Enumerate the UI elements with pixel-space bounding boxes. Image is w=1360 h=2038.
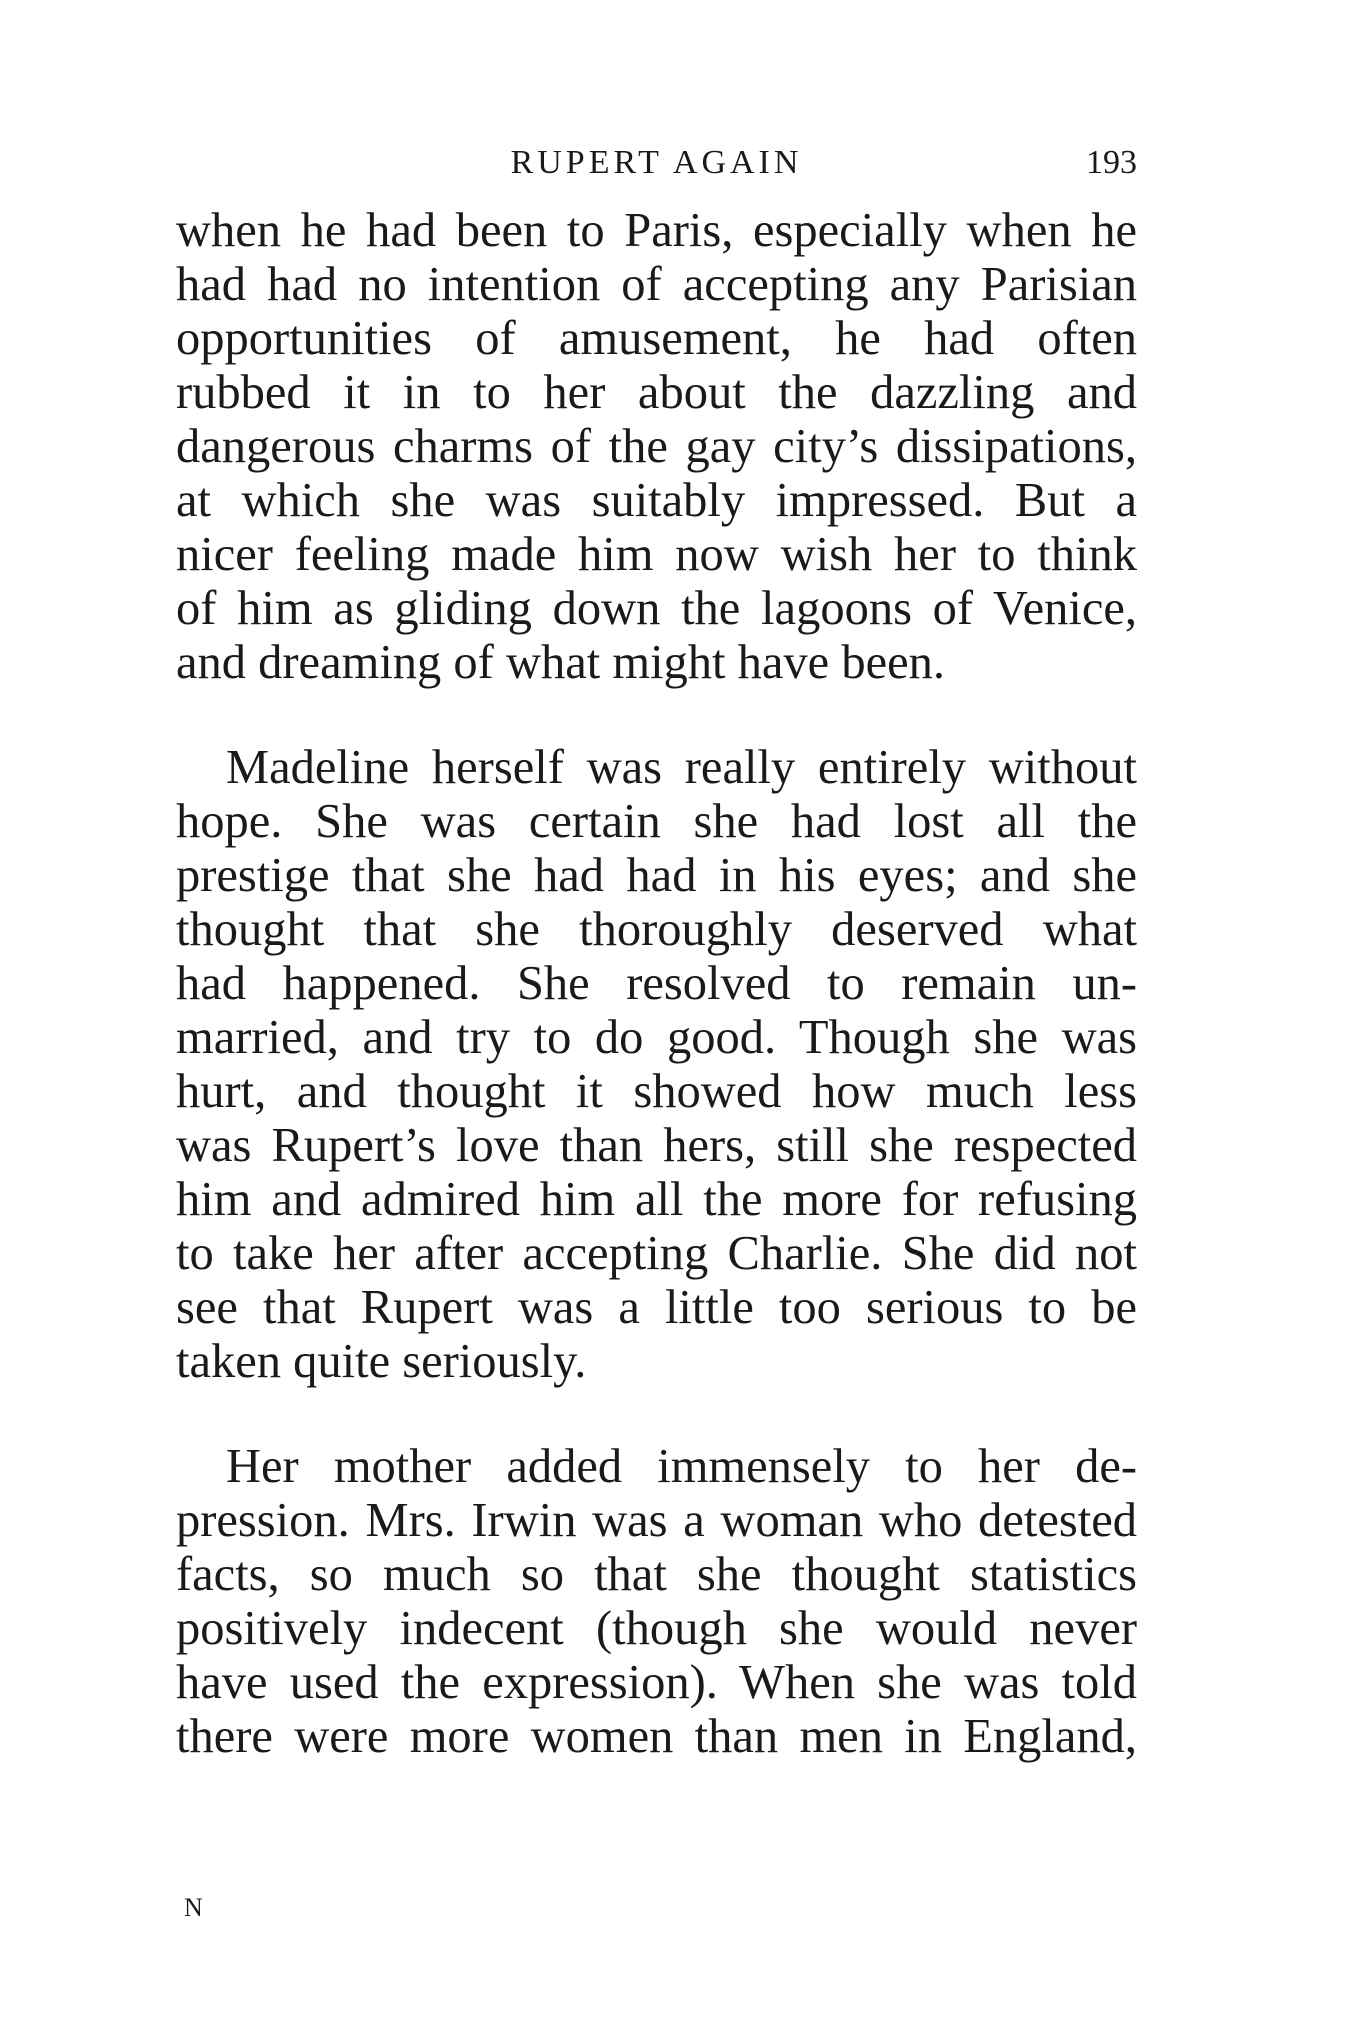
text-line: dangerous charms of the gay city’s dissipations, [176, 420, 1137, 473]
text-line: to take her after accepting Charlie. She did not [176, 1227, 1137, 1280]
text-line: opportunities of amusement, he had often [176, 312, 1137, 365]
text-line: had happened. She resolved to remain un- [176, 957, 1137, 1010]
text-line: have used the expression). When she was told [176, 1656, 1137, 1709]
text-line: when he had been to Paris, especially when he [176, 204, 1137, 257]
text-line: nicer feeling made him now wish her to think [176, 528, 1137, 581]
text-line: married, and try to do good. Though she was [176, 1011, 1137, 1064]
text-line: see that Rupert was a little too serious to be [176, 1281, 1137, 1334]
text-line: Her mother added immensely to her de- [226, 1440, 1137, 1493]
text-line: hurt, and thought it showed how much less [176, 1065, 1137, 1118]
text-line: taken quite seriously. [176, 1335, 587, 1388]
text-line: pression. Mrs. Irwin was a woman who detested [176, 1494, 1137, 1547]
text-line: of him as gliding down the lagoons of Venice, [176, 582, 1137, 635]
text-line: there were more women than men in England, [176, 1710, 1137, 1763]
text-line: at which she was suitably impressed. But a [176, 474, 1137, 527]
text-line: hope. She was certain she had lost all the [176, 795, 1137, 848]
running-title: RUPERT AGAIN [510, 144, 803, 181]
text-line: facts, so much so that she thought statistics [176, 1548, 1137, 1601]
running-header [176, 138, 1137, 188]
text-line: thought that she thoroughly deserved what [176, 903, 1137, 956]
signature-mark: N [184, 1893, 203, 1922]
text-line: positively indecent (though she would never [176, 1602, 1137, 1655]
text-line: was Rupert’s love than hers, still she respected [176, 1119, 1137, 1172]
text-line: prestige that she had had in his eyes; and she [176, 849, 1137, 902]
text-line: had had no intention of accepting any Parisian [176, 258, 1137, 311]
text-line: Madeline herself was really entirely without [226, 741, 1137, 794]
text-line: him and admired him all the more for refusing [176, 1173, 1137, 1226]
page-number: 193 [1086, 144, 1137, 181]
text-line: and dreaming of what might have been. [176, 636, 946, 689]
text-line: rubbed it in to her about the dazzling and [176, 366, 1137, 419]
